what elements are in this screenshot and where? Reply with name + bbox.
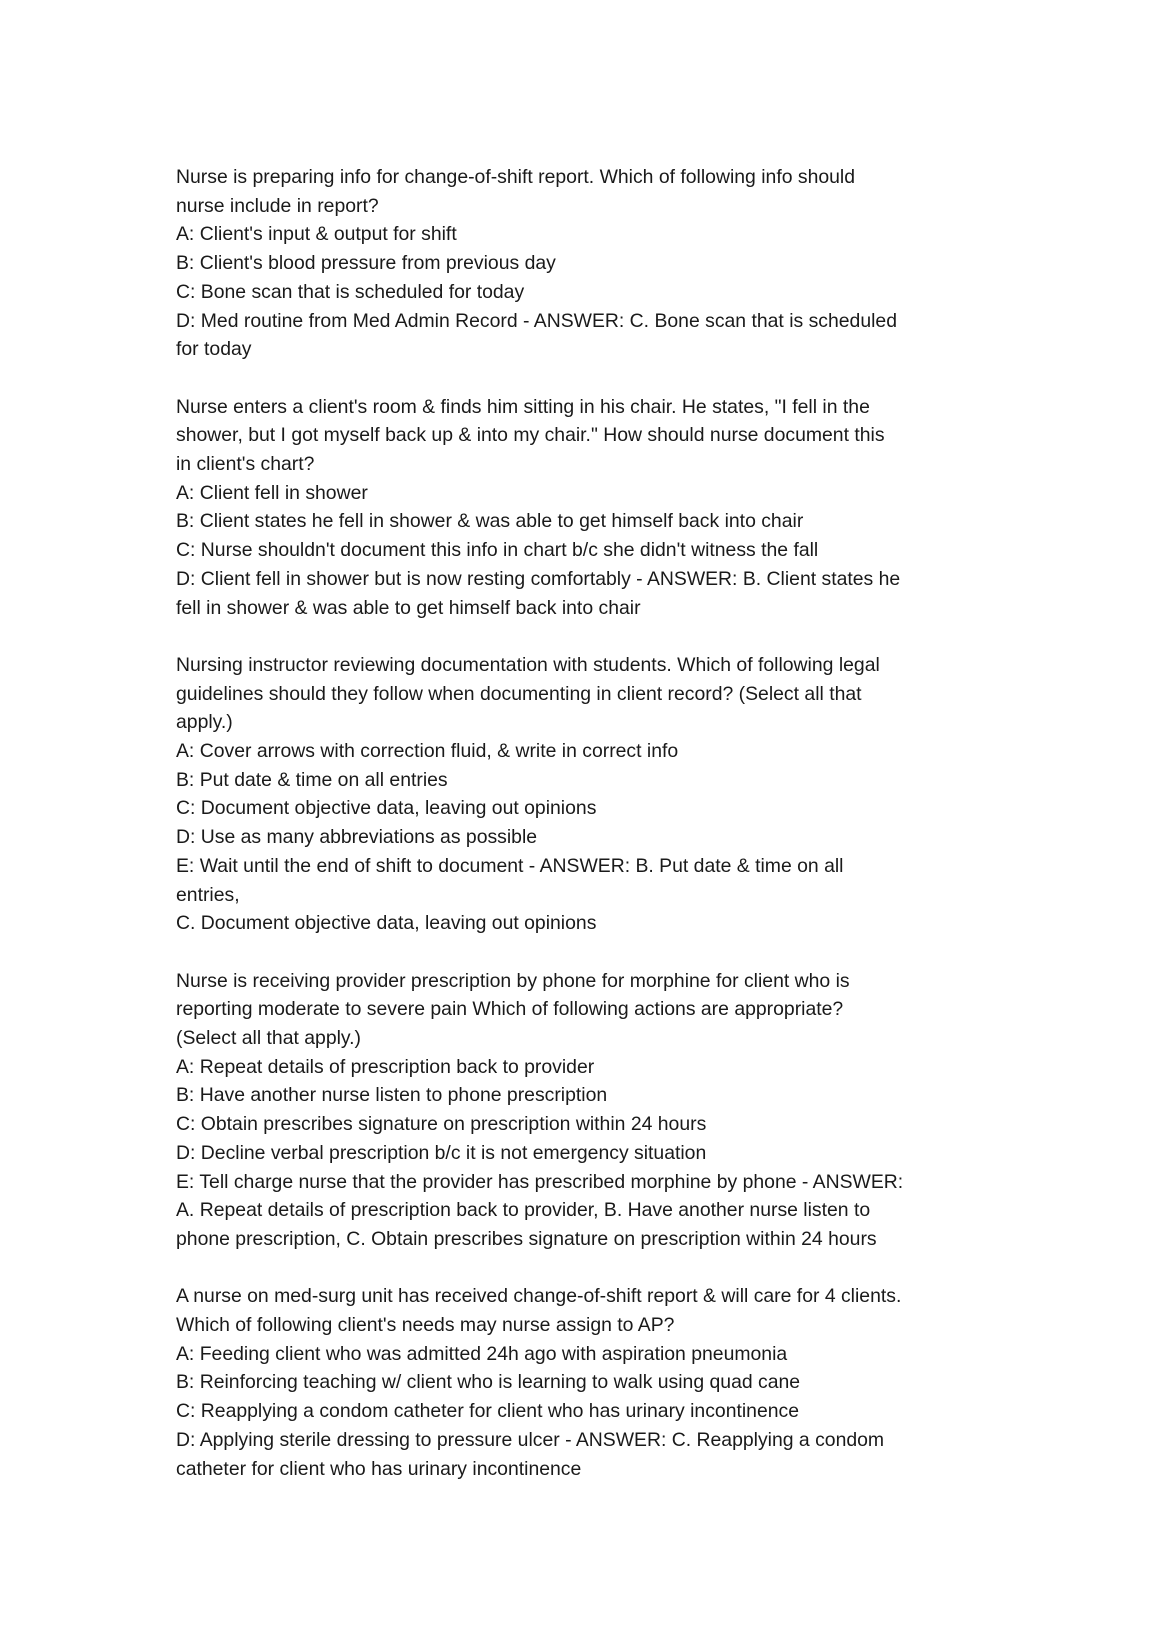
- answer-option-a: A: Cover arrows with correction fluid, & write in correct info: [176, 740, 679, 763]
- answer-option-a: A: Client fell in shower: [176, 481, 368, 504]
- question-text: guidelines should they follow when documenting in client record? (Select all that: [176, 682, 862, 705]
- question-text: Which of following client's needs may nurse assign to AP?: [176, 1314, 675, 1337]
- question-text: reporting moderate to severe pain Which of following actions are appropriate?: [176, 998, 844, 1021]
- answer-option-c: C: Document objective data, leaving out opinions: [176, 797, 597, 820]
- question-block-1: [176, 163, 996, 364]
- answer-option-c: C: Reapplying a condom catheter for client who has urinary incontinence: [176, 1400, 799, 1423]
- answer-text: entries,: [176, 883, 240, 906]
- answer-option-d: D: Use as many abbreviations as possible: [176, 826, 538, 849]
- answer-text: phone prescription, C. Obtain prescribes signature on prescription within 24 hours: [176, 1227, 877, 1250]
- answer-text: catheter for client who has urinary incontinence: [176, 1457, 582, 1480]
- question-text: in client's chart?: [176, 453, 315, 476]
- question-text: Nurse enters a client's room & finds him sitting in his chair. He states, "I fell in the: [176, 395, 870, 418]
- answer-text: C. Document objective data, leaving out opinions: [176, 912, 597, 935]
- answer-option-b: B: Have another nurse listen to phone prescription: [176, 1084, 608, 1107]
- answer-option-b: B: Client's blood pressure from previous day: [176, 252, 556, 275]
- answer-option-c: C: Nurse shouldn't document this info in chart b/c she didn't witness the fall: [176, 539, 819, 562]
- answer-option-e: E: Wait until the end of shift to document - ANSWER: B. Put date & time on all: [176, 854, 844, 877]
- answer-option-d: D: Decline verbal prescription b/c it is not emergency situation: [176, 1141, 707, 1164]
- answer-option-a: A: Repeat details of prescription back to provider: [176, 1055, 595, 1078]
- answer-option-d: D: Client fell in shower but is now resting comfortably - ANSWER: B. Client states he: [176, 567, 901, 590]
- question-text: Nurse is preparing info for change-of-shift report. Which of following info should: [176, 166, 856, 188]
- question-text: Nurse is receiving provider prescription by phone for morphine for client who is: [176, 969, 850, 992]
- answer-option-b: B: Client states he fell in shower & was able to get himself back into chair: [176, 510, 804, 533]
- answer-option-e: E: Tell charge nurse that the provider has prescribed morphine by phone - ANSWER:: [176, 1170, 904, 1193]
- question-block-2: [176, 393, 996, 623]
- answer-text: for today: [176, 338, 252, 361]
- question-text: A nurse on med-surg unit has received change-of-shift report & will care for 4 clients.: [176, 1285, 902, 1308]
- answer-text: A. Repeat details of prescription back to provider, B. Have another nurse listen to: [176, 1199, 871, 1222]
- question-block-3: [176, 651, 996, 938]
- question-block-4: [176, 967, 996, 1254]
- document-page: [176, 163, 996, 1512]
- answer-option-c: C: Bone scan that is scheduled for today: [176, 280, 525, 303]
- question-text: nurse include in report?: [176, 194, 379, 217]
- answer-option-a: A: Feeding client who was admitted 24h ago with aspiration pneumonia: [176, 1342, 788, 1365]
- question-text: shower, but I got myself back up & into my chair." How should nurse document this: [176, 424, 885, 447]
- answer-option-c: C: Obtain prescribes signature on prescription within 24 hours: [176, 1113, 707, 1136]
- answer-option-b: B: Put date & time on all entries: [176, 768, 448, 791]
- answer-option-a: A: Client's input & output for shift: [176, 223, 457, 246]
- answer-option-b: B: Reinforcing teaching w/ client who is learning to walk using quad cane: [176, 1371, 801, 1394]
- question-block-5: [176, 1282, 996, 1483]
- answer-option-d: D: Applying sterile dressing to pressure ulcer - ANSWER: C. Reapplying a condom: [176, 1428, 885, 1451]
- answer-option-d: D: Med routine from Med Admin Record - ANSWER: C. Bone scan that is scheduled: [176, 309, 897, 332]
- question-text: apply.): [176, 711, 233, 734]
- question-text: Nursing instructor reviewing documentation with students. Which of following legal: [176, 653, 880, 676]
- question-text: (Select all that apply.): [176, 1027, 362, 1050]
- answer-text: fell in shower & was able to get himself back into chair: [176, 596, 641, 619]
